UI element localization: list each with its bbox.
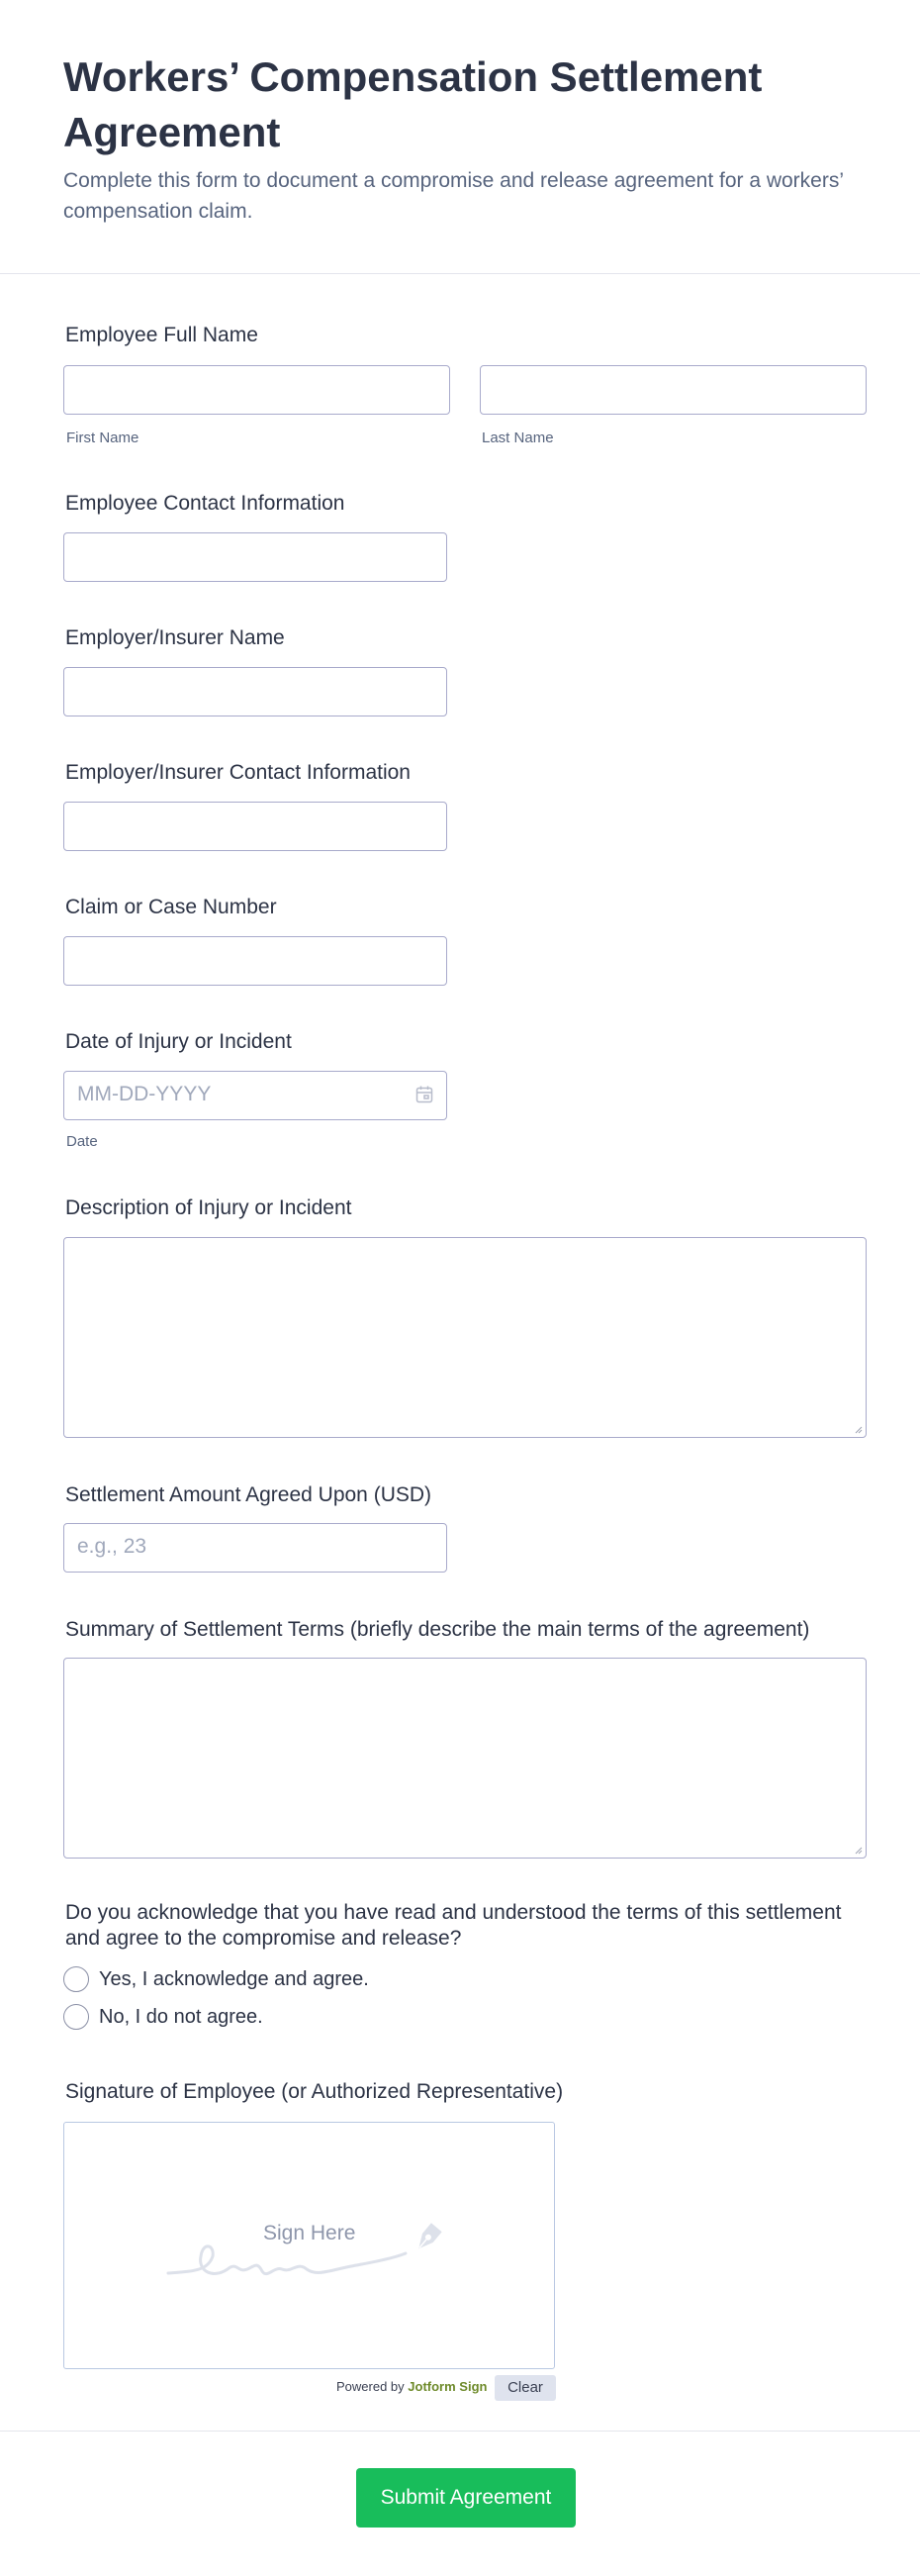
employer-name-label: Employer/Insurer Name — [65, 626, 285, 649]
resize-grip-icon[interactable] — [853, 1424, 863, 1434]
resize-grip-icon[interactable] — [853, 1845, 863, 1855]
radio-label: No, I do not agree. — [99, 2005, 263, 2028]
pen-nib-icon — [405, 2218, 448, 2266]
signature-placeholder-squiggle — [64, 2123, 556, 2370]
settlement-amount-placeholder: e.g., 23 — [77, 1535, 147, 1558]
injury-description-textarea[interactable] — [63, 1237, 867, 1438]
employee-contact-input[interactable] — [63, 532, 447, 582]
employer-name-input[interactable] — [63, 667, 447, 716]
form-header — [0, 0, 920, 274]
powered-by-brand: Jotform Sign — [408, 2379, 488, 2394]
acknowledgment-option-yes[interactable] — [63, 1966, 369, 1992]
signature-label: Signature of Employee (or Authorized Representative) — [65, 2080, 564, 2103]
injury-date-placeholder: MM-DD-YYYY — [77, 1083, 212, 1105]
injury-description-label: Description of Injury or Incident — [65, 1196, 352, 1219]
settlement-amount-label: Settlement Amount Agreed Upon (USD) — [65, 1483, 432, 1506]
employer-contact-label: Employer/Insurer Contact Information — [65, 761, 411, 784]
calendar-icon[interactable] — [414, 1085, 434, 1109]
radio-label: Yes, I acknowledge and agree. — [99, 1967, 369, 1990]
clear-signature-button[interactable]: Clear — [495, 2375, 556, 2401]
claim-number-input[interactable] — [63, 936, 447, 986]
form-body — [0, 274, 920, 2509]
employee-name-label: Employee Full Name — [65, 324, 258, 346]
last-name-sublabel: Last Name — [482, 429, 554, 446]
first-name-input[interactable] — [63, 365, 450, 415]
form-footer-divider — [0, 2431, 920, 2432]
injury-date-sublabel: Date — [66, 1133, 98, 1150]
powered-by-text — [336, 2379, 487, 2394]
employee-contact-label: Employee Contact Information — [65, 492, 345, 515]
injury-date-input[interactable] — [63, 1071, 447, 1120]
form-title: Workers’ Compensation Settlement Agreement — [63, 53, 763, 155]
settlement-terms-label: Summary of Settlement Terms (briefly describe the main terms of the agreement) — [65, 1618, 810, 1641]
radio-button[interactable] — [63, 1966, 89, 1992]
radio-button[interactable] — [63, 2004, 89, 2030]
injury-date-label: Date of Injury or Incident — [65, 1030, 292, 1053]
submit-button[interactable]: Submit Agreement — [356, 2468, 576, 2528]
powered-by-prefix: Powered by — [336, 2379, 405, 2394]
settlement-terms-textarea[interactable] — [63, 1658, 867, 1859]
last-name-input[interactable] — [480, 365, 867, 415]
sign-here-text: Sign Here — [263, 2222, 356, 2244]
first-name-sublabel: First Name — [66, 429, 139, 446]
acknowledgment-label: Do you acknowledge that you have read and understood the terms of this settlement and agree to the compromise and release? — [65, 1901, 842, 1950]
claim-number-label: Claim or Case Number — [65, 896, 277, 918]
form-subtitle: Complete this form to document a compromise and release agreement for a workers’ compensation claim. — [63, 169, 844, 223]
acknowledgment-option-no[interactable] — [63, 2004, 263, 2030]
settlement-amount-input[interactable] — [63, 1523, 447, 1573]
employer-contact-input[interactable] — [63, 802, 447, 851]
signature-pad[interactable] — [63, 2122, 555, 2369]
